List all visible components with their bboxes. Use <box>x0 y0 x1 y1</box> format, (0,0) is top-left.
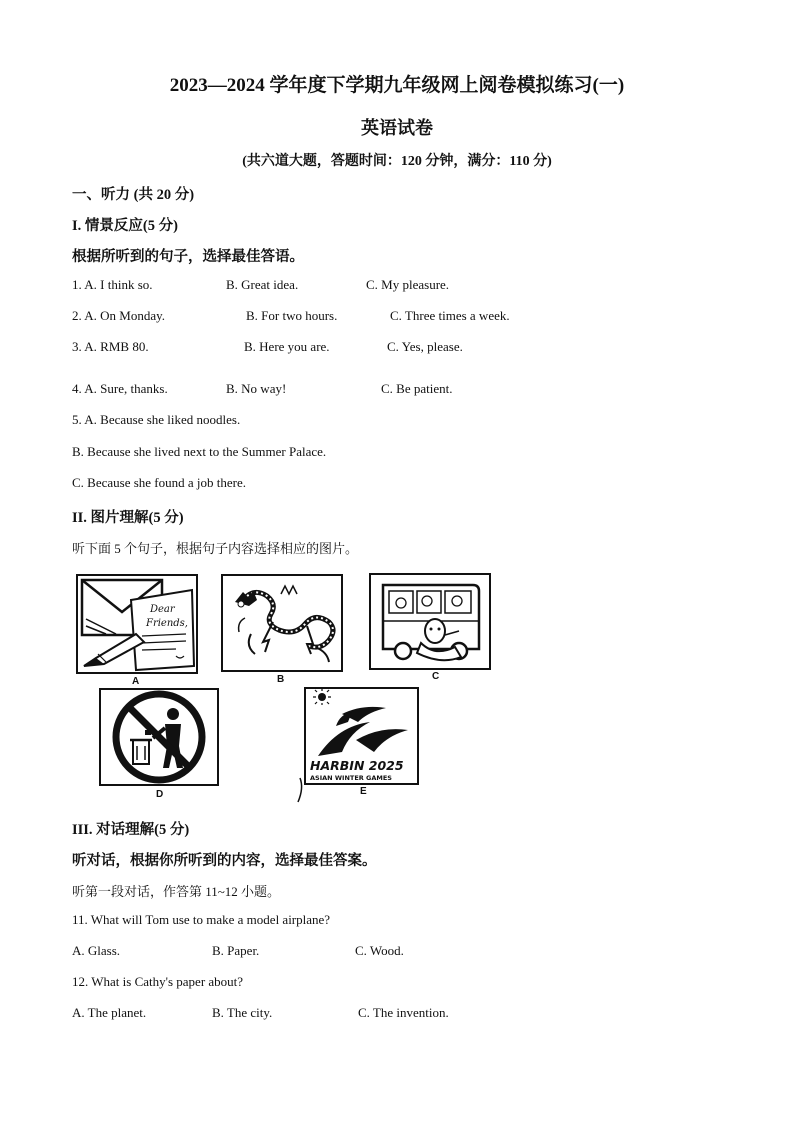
q11-question: 11. What will Tom use to make a model airplane? <box>72 912 331 927</box>
q5-option-c: C. Because she found a job there. <box>72 475 247 490</box>
picture-a-letter <box>76 574 198 674</box>
picture-a-label: A <box>132 676 140 687</box>
q3-option-a: 3. A. RMB 80. <box>72 339 149 354</box>
q12-option-c: C. The invention. <box>358 1005 449 1020</box>
section-instruction-2: 听下面 5 个句子，根据句子内容选择相应的图片。 <box>72 541 359 556</box>
letter-greeting-line1: Dear <box>150 604 175 615</box>
picture-c-label: C <box>432 671 440 682</box>
section-heading-2: II. 图片理解(5 分) <box>72 510 184 526</box>
q4-option-a: 4. A. Sure, thanks. <box>72 381 168 396</box>
picture-b-label: B <box>277 674 285 685</box>
q3-option-c: C. Yes, please. <box>387 339 463 354</box>
section-instruction-1: 根据所听到的句子，选择最佳答语。 <box>72 249 304 265</box>
dialog-intro: 听第一段对话，作答第 11~12 小题。 <box>72 884 281 899</box>
logo-text-line2: ASIAN WINTER GAMES <box>310 774 392 782</box>
section-instruction-3: 听对话，根据你所听到的内容，选择最佳答案。 <box>72 853 377 869</box>
exam-title: 2023—2024 学年度下学期九年级网上阅卷模拟练习(一) <box>169 75 625 96</box>
q4-option-b: B. No way! <box>226 381 287 396</box>
q12-option-a: A. The planet. <box>72 1005 147 1020</box>
letter-greeting-line2: Friends, <box>146 618 188 629</box>
exam-info: (共六道大题，答题时间：120 分钟，满分：110 分) <box>242 154 552 169</box>
q11-option-b: B. Paper. <box>212 943 260 958</box>
exam-subtitle: 英语试卷 <box>361 118 433 138</box>
q2-option-a: 2. A. On Monday. <box>72 308 166 323</box>
q2-option-b: B. For two hours. <box>246 308 338 323</box>
picture-d-label: D <box>156 789 164 800</box>
q12-question: 12. What is Cathy's paper about? <box>72 974 244 989</box>
section-heading-3: III. 对话理解(5 分) <box>72 822 190 838</box>
q5-option-b: B. Because she lived next to the Summer Palace. <box>72 444 327 459</box>
q1-option-b: B. Great idea. <box>226 277 299 292</box>
picture-e-harbin-logo <box>296 686 422 804</box>
q2-option-c: C. Three times a week. <box>390 308 510 323</box>
picture-b-dragon <box>221 574 343 672</box>
picture-e-label: E <box>360 786 367 797</box>
q3-option-b: B. Here you are. <box>244 339 330 354</box>
picture-c-bus <box>369 573 491 670</box>
picture-d-no-littering <box>99 688 219 786</box>
q4-option-c: C. Be patient. <box>381 381 453 396</box>
q1-option-a: 1. A. I think so. <box>72 277 153 292</box>
logo-text-line1: HARBIN 2025 <box>310 758 404 773</box>
part-heading-listening: 一、听力 (共 20 分) <box>72 187 195 203</box>
q1-option-c: C. My pleasure. <box>366 277 450 292</box>
q11-option-a: A. Glass. <box>72 943 121 958</box>
q11-option-c: C. Wood. <box>355 943 404 958</box>
section-heading-1: I. 情景反应(5 分) <box>72 218 178 234</box>
q12-option-b: B. The city. <box>212 1005 273 1020</box>
q5-option-a: 5. A. Because she liked noodles. <box>72 412 241 427</box>
